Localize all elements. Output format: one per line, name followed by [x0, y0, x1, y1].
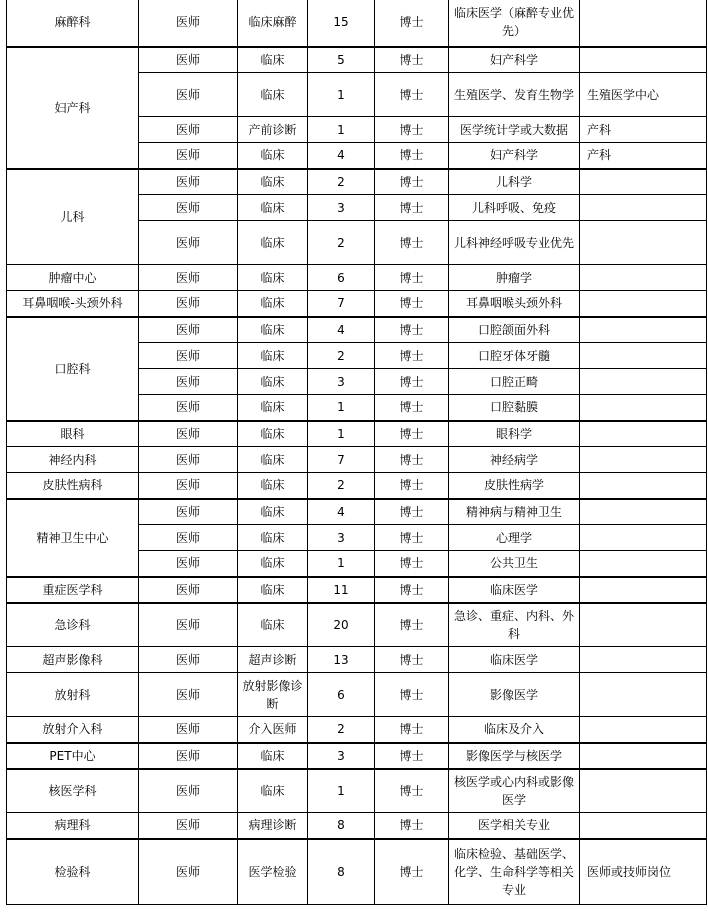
table-row [7, 0, 707, 47]
department-cell: 检验科 [7, 839, 139, 905]
table-row [7, 743, 707, 769]
major-cell: 临床医学 [449, 577, 580, 603]
department-cell: 放射介入科 [7, 717, 139, 743]
count-cell: 3 [308, 525, 375, 551]
degree-cell: 博士 [375, 473, 449, 499]
degree-cell: 博士 [375, 317, 449, 343]
type-cell: 临床 [238, 769, 308, 813]
type-cell: 病理诊断 [238, 813, 308, 839]
type-cell: 临床 [238, 499, 308, 525]
type-cell: 临床 [238, 421, 308, 447]
degree-cell: 博士 [375, 769, 449, 813]
type-cell: 临床 [238, 221, 308, 265]
type-cell: 临床 [238, 343, 308, 369]
table-row [7, 839, 707, 905]
note-cell [580, 551, 707, 577]
position-cell: 医师 [139, 813, 238, 839]
note-cell [580, 813, 707, 839]
table-row [7, 291, 707, 317]
note-cell [580, 473, 707, 499]
count-cell: 7 [308, 447, 375, 473]
type-cell: 临床麻醉 [238, 0, 308, 47]
major-cell: 妇产科学 [449, 47, 580, 73]
degree-cell: 博士 [375, 221, 449, 265]
table-body [7, 0, 707, 905]
note-cell [580, 717, 707, 743]
count-cell: 20 [308, 603, 375, 647]
major-cell: 生殖医学、发育生物学 [449, 73, 580, 117]
note-cell: 产科 [580, 117, 707, 143]
department-cell: 精神卫生中心 [7, 499, 139, 577]
note-cell [580, 343, 707, 369]
type-cell: 临床 [238, 369, 308, 395]
position-cell: 医师 [139, 577, 238, 603]
type-cell: 临床 [238, 73, 308, 117]
note-cell [580, 395, 707, 421]
type-cell: 产前诊断 [238, 117, 308, 143]
note-cell [580, 673, 707, 717]
department-cell: 妇产科 [7, 47, 139, 169]
position-cell: 医师 [139, 673, 238, 717]
position-cell: 医师 [139, 195, 238, 221]
count-cell: 2 [308, 717, 375, 743]
position-cell: 医师 [139, 317, 238, 343]
count-cell: 3 [308, 195, 375, 221]
major-cell: 肿瘤学 [449, 265, 580, 291]
major-cell: 儿科学 [449, 169, 580, 195]
note-cell [580, 221, 707, 265]
degree-cell: 博士 [375, 525, 449, 551]
table-row [7, 647, 707, 673]
count-cell: 1 [308, 551, 375, 577]
degree-cell: 博士 [375, 839, 449, 905]
count-cell: 1 [308, 395, 375, 421]
table-row [7, 577, 707, 603]
table-row [7, 265, 707, 291]
count-cell: 4 [308, 143, 375, 169]
degree-cell: 博士 [375, 717, 449, 743]
position-cell: 医师 [139, 395, 238, 421]
note-cell [580, 421, 707, 447]
table-row [7, 473, 707, 499]
count-cell: 11 [308, 577, 375, 603]
position-cell: 医师 [139, 73, 238, 117]
major-cell: 妇产科学 [449, 143, 580, 169]
department-cell: 耳鼻咽喉-头颈外科 [7, 291, 139, 317]
position-cell: 医师 [139, 717, 238, 743]
major-cell: 耳鼻咽喉头颈外科 [449, 291, 580, 317]
major-cell: 临床医学（麻醉专业优先） [449, 0, 580, 47]
position-cell: 医师 [139, 647, 238, 673]
major-cell: 口腔黏膜 [449, 395, 580, 421]
position-cell: 医师 [139, 369, 238, 395]
degree-cell: 博士 [375, 421, 449, 447]
degree-cell: 博士 [375, 499, 449, 525]
count-cell: 1 [308, 117, 375, 143]
count-cell: 4 [308, 317, 375, 343]
table-row [7, 47, 707, 73]
type-cell: 介入医师 [238, 717, 308, 743]
note-cell: 医师或技师岗位 [580, 839, 707, 905]
position-cell: 医师 [139, 447, 238, 473]
degree-cell: 博士 [375, 369, 449, 395]
count-cell: 2 [308, 473, 375, 499]
major-cell: 临床医学 [449, 647, 580, 673]
note-cell [580, 577, 707, 603]
note-cell [580, 265, 707, 291]
degree-cell: 博士 [375, 647, 449, 673]
department-cell: 眼科 [7, 421, 139, 447]
department-cell: 口腔科 [7, 317, 139, 421]
major-cell: 急诊、重症、内科、外科 [449, 603, 580, 647]
count-cell: 15 [308, 0, 375, 47]
table-row [7, 317, 707, 343]
table-row [7, 499, 707, 525]
department-cell: 神经内科 [7, 447, 139, 473]
department-cell: 超声影像科 [7, 647, 139, 673]
count-cell: 7 [308, 291, 375, 317]
note-cell [580, 169, 707, 195]
note-cell [580, 47, 707, 73]
degree-cell: 博士 [375, 195, 449, 221]
position-cell: 医师 [139, 769, 238, 813]
type-cell: 临床 [238, 473, 308, 499]
table-row [7, 673, 707, 717]
count-cell: 6 [308, 673, 375, 717]
table-row [7, 169, 707, 195]
degree-cell: 博士 [375, 0, 449, 47]
type-cell: 临床 [238, 603, 308, 647]
major-cell: 临床及介入 [449, 717, 580, 743]
count-cell: 8 [308, 813, 375, 839]
note-cell [580, 525, 707, 551]
type-cell: 临床 [238, 291, 308, 317]
type-cell: 临床 [238, 525, 308, 551]
table-row [7, 421, 707, 447]
note-cell [580, 195, 707, 221]
department-cell: 放射科 [7, 673, 139, 717]
department-cell: 核医学科 [7, 769, 139, 813]
position-cell: 医师 [139, 473, 238, 499]
type-cell: 临床 [238, 265, 308, 291]
degree-cell: 博士 [375, 551, 449, 577]
count-cell: 8 [308, 839, 375, 905]
department-cell: 急诊科 [7, 603, 139, 647]
major-cell: 医学统计学或大数据 [449, 117, 580, 143]
note-cell [580, 291, 707, 317]
major-cell: 儿科神经呼吸专业优先 [449, 221, 580, 265]
position-cell: 医师 [139, 0, 238, 47]
major-cell: 核医学或心内科或影像医学 [449, 769, 580, 813]
count-cell: 2 [308, 169, 375, 195]
count-cell: 3 [308, 369, 375, 395]
position-cell: 医师 [139, 743, 238, 769]
recruitment-table [6, 0, 707, 905]
table-row [7, 603, 707, 647]
major-cell: 影像医学 [449, 673, 580, 717]
count-cell: 6 [308, 265, 375, 291]
table-row [7, 447, 707, 473]
degree-cell: 博士 [375, 73, 449, 117]
position-cell: 医师 [139, 117, 238, 143]
position-cell: 医师 [139, 421, 238, 447]
count-cell: 2 [308, 343, 375, 369]
degree-cell: 博士 [375, 813, 449, 839]
type-cell: 临床 [238, 143, 308, 169]
degree-cell: 博士 [375, 117, 449, 143]
major-cell: 精神病与精神卫生 [449, 499, 580, 525]
type-cell: 临床 [238, 47, 308, 73]
note-cell [580, 369, 707, 395]
table-row [7, 717, 707, 743]
note-cell [580, 603, 707, 647]
type-cell: 临床 [238, 447, 308, 473]
count-cell: 2 [308, 221, 375, 265]
count-cell: 1 [308, 769, 375, 813]
department-cell: 重症医学科 [7, 577, 139, 603]
position-cell: 医师 [139, 551, 238, 577]
type-cell: 医学检验 [238, 839, 308, 905]
type-cell: 临床 [238, 317, 308, 343]
department-cell: 儿科 [7, 169, 139, 265]
note-cell [580, 647, 707, 673]
major-cell: 神经病学 [449, 447, 580, 473]
type-cell: 临床 [238, 743, 308, 769]
type-cell: 临床 [238, 169, 308, 195]
position-cell: 医师 [139, 499, 238, 525]
major-cell: 口腔正畸 [449, 369, 580, 395]
note-cell [580, 447, 707, 473]
major-cell: 眼科学 [449, 421, 580, 447]
type-cell: 临床 [238, 577, 308, 603]
department-cell: PET中心 [7, 743, 139, 769]
table-row [7, 769, 707, 813]
degree-cell: 博士 [375, 169, 449, 195]
note-cell [580, 317, 707, 343]
position-cell: 医师 [139, 169, 238, 195]
major-cell: 口腔牙体牙髓 [449, 343, 580, 369]
note-cell [580, 0, 707, 47]
degree-cell: 博士 [375, 343, 449, 369]
type-cell: 放射影像诊断 [238, 673, 308, 717]
major-cell: 口腔颌面外科 [449, 317, 580, 343]
degree-cell: 博士 [375, 447, 449, 473]
count-cell: 1 [308, 421, 375, 447]
position-cell: 医师 [139, 291, 238, 317]
note-cell [580, 769, 707, 813]
degree-cell: 博士 [375, 265, 449, 291]
type-cell: 临床 [238, 395, 308, 421]
degree-cell: 博士 [375, 143, 449, 169]
count-cell: 5 [308, 47, 375, 73]
note-cell [580, 743, 707, 769]
degree-cell: 博士 [375, 673, 449, 717]
note-cell [580, 499, 707, 525]
position-cell: 医师 [139, 343, 238, 369]
major-cell: 心理学 [449, 525, 580, 551]
position-cell: 医师 [139, 47, 238, 73]
type-cell: 临床 [238, 551, 308, 577]
table-row [7, 813, 707, 839]
department-cell: 病理科 [7, 813, 139, 839]
count-cell: 13 [308, 647, 375, 673]
position-cell: 医师 [139, 265, 238, 291]
position-cell: 医师 [139, 221, 238, 265]
count-cell: 1 [308, 73, 375, 117]
major-cell: 影像医学与核医学 [449, 743, 580, 769]
type-cell: 超声诊断 [238, 647, 308, 673]
position-cell: 医师 [139, 839, 238, 905]
department-cell: 麻醉科 [7, 0, 139, 47]
department-cell: 肿瘤中心 [7, 265, 139, 291]
major-cell: 临床检验、基础医学、化学、生命科学等相关专业 [449, 839, 580, 905]
department-cell: 皮肤性病科 [7, 473, 139, 499]
position-cell: 医师 [139, 525, 238, 551]
count-cell: 3 [308, 743, 375, 769]
degree-cell: 博士 [375, 743, 449, 769]
degree-cell: 博士 [375, 291, 449, 317]
degree-cell: 博士 [375, 577, 449, 603]
degree-cell: 博士 [375, 603, 449, 647]
major-cell: 皮肤性病学 [449, 473, 580, 499]
type-cell: 临床 [238, 195, 308, 221]
note-cell: 产科 [580, 143, 707, 169]
major-cell: 医学相关专业 [449, 813, 580, 839]
position-cell: 医师 [139, 603, 238, 647]
major-cell: 公共卫生 [449, 551, 580, 577]
degree-cell: 博士 [375, 47, 449, 73]
count-cell: 4 [308, 499, 375, 525]
major-cell: 儿科呼吸、免疫 [449, 195, 580, 221]
note-cell: 生殖医学中心 [580, 73, 707, 117]
position-cell: 医师 [139, 143, 238, 169]
degree-cell: 博士 [375, 395, 449, 421]
